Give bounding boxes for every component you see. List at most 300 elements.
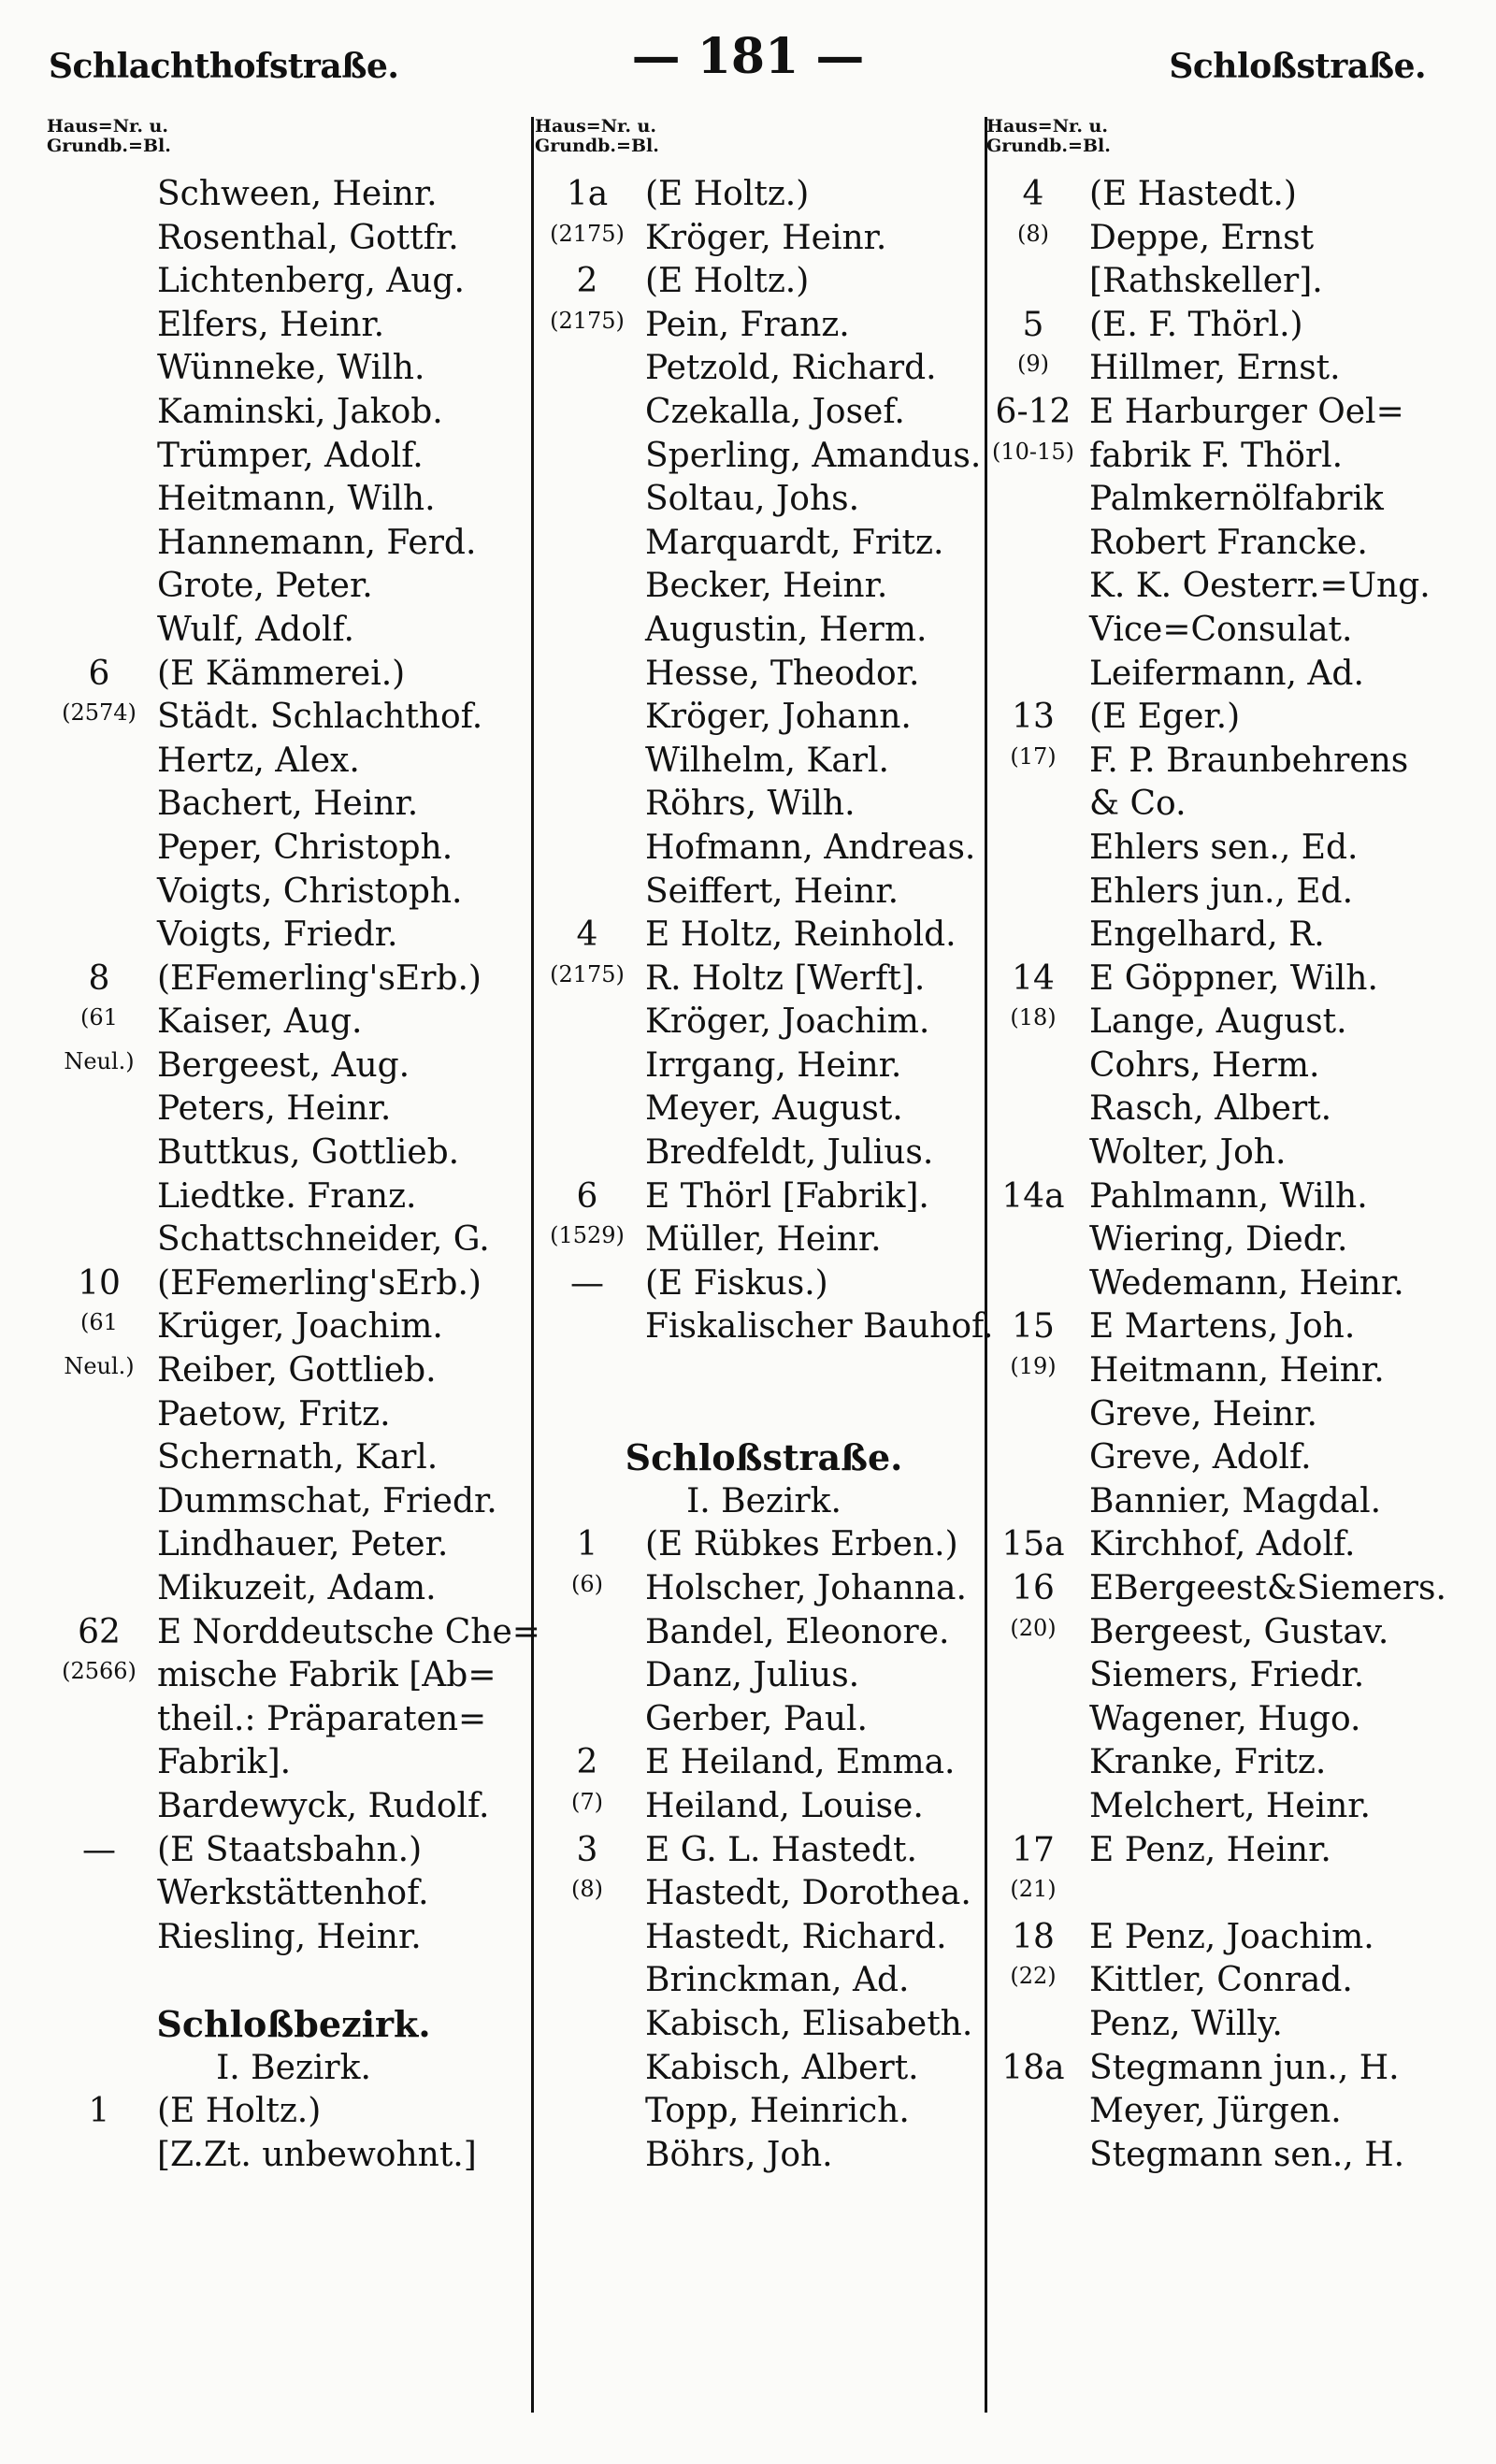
resident-name: (EFemerling'sErb.) <box>157 1263 482 1303</box>
directory-column-1 <box>47 117 540 2436</box>
resident-name: Fiskalischer Bauhof. <box>645 1307 994 1347</box>
house-number: 62 <box>78 1612 121 1651</box>
resident-name: (E Holtz.) <box>645 175 810 213</box>
resident-name: Krüger, Joachim. <box>157 1307 443 1347</box>
directory-entry <box>535 783 993 827</box>
house-number: (2574) <box>62 699 137 727</box>
directory-entry <box>986 435 1473 479</box>
resident-name: Lange, August. <box>1089 1002 1347 1042</box>
resident-name: Leifermann, Ad. <box>1089 654 1364 693</box>
resident-name: Stegmann sen., H. <box>1089 2135 1405 2174</box>
resident-name: Hillmer, Ernst. <box>1089 349 1341 388</box>
resident-name: Sperling, Amandus. <box>645 436 982 475</box>
resident-name: Ehlers sen., Ed. <box>1089 828 1359 867</box>
heading-text: I. Bezirk. <box>216 2048 371 2087</box>
directory-entry <box>47 871 540 915</box>
resident-name: Meyer, August. <box>645 1089 903 1129</box>
resident-name: Bergeest, Gustav. <box>1089 1612 1389 1651</box>
directory-entry <box>986 1088 1473 1131</box>
directory-entry <box>47 260 540 304</box>
directory-entry <box>47 217 540 261</box>
house-number: 14a <box>1001 1176 1065 1216</box>
directory-entry <box>535 1175 993 1219</box>
resident-name: Palmkernölfabrik <box>1089 480 1384 519</box>
house-number: 5 <box>1022 305 1044 344</box>
directory-entry <box>47 347 540 391</box>
resident-name: Mikuzeit, Adam. <box>157 1569 437 1607</box>
resident-name: E Penz, Joachim. <box>1089 1917 1374 1956</box>
running-head <box>0 28 1496 94</box>
house-number: 8 <box>88 958 110 998</box>
resident-name: Melchert, Heinr. <box>1089 1786 1371 1825</box>
resident-name: Vice=Consulat. <box>1089 610 1353 649</box>
resident-name: Reiber, Gottlieb. <box>157 1351 437 1391</box>
directory-entry <box>47 609 540 653</box>
directory-entry <box>535 565 993 609</box>
directory-entry <box>986 871 1473 915</box>
directory-entry <box>535 827 993 871</box>
directory-entry <box>535 1088 993 1131</box>
directory-entry <box>986 958 1473 1001</box>
resident-name: Heitmann, Wilh. <box>157 480 436 519</box>
resident-name: Hofmann, Andreas. <box>645 828 976 867</box>
directory-entry <box>47 1567 540 1611</box>
directory-entry <box>535 1262 993 1306</box>
directory-entry <box>986 1829 1473 1873</box>
directory-entry <box>47 173 540 217</box>
house-number: (22) <box>1010 1963 1057 1990</box>
directory-entry <box>986 1305 1473 1349</box>
directory-entry <box>535 958 993 1001</box>
resident-name: (E Hastedt.) <box>1089 175 1297 213</box>
entry-list <box>47 173 540 2177</box>
house-number: 3 <box>576 1830 598 1869</box>
house-number: (21) <box>1010 1876 1057 1903</box>
directory-entry <box>986 1741 1473 1785</box>
resident-name: (E Staatsbahn.) <box>157 1830 423 1869</box>
house-number: (7) <box>571 1788 603 1815</box>
house-number: (8) <box>1017 220 1049 247</box>
resident-name: E Norddeutsche Che= <box>157 1612 540 1651</box>
resident-name: Penz, Willy. <box>1089 2004 1283 2043</box>
resident-name: Lichtenberg, Aug. <box>157 262 465 301</box>
heading-text: Schloßbezirk. <box>156 2002 431 2045</box>
directory-entry <box>986 1959 1473 2003</box>
resident-name: Greve, Adolf. <box>1089 1438 1312 1477</box>
house-number: 18 <box>1012 1917 1055 1956</box>
directory-entry <box>535 609 993 653</box>
resident-name: EBergeest&Siemers. <box>1089 1569 1446 1607</box>
directory-entry <box>47 2090 540 2134</box>
resident-name: Lindhauer, Peter. <box>157 1525 449 1564</box>
house-number: (19) <box>1010 1353 1057 1380</box>
directory-entry <box>47 1611 540 1655</box>
directory-entry <box>535 1872 993 1916</box>
resident-name: E Penz, Heinr. <box>1089 1830 1331 1869</box>
house-number: 14 <box>1012 958 1055 998</box>
resident-name: Heitmann, Heinr. <box>1089 1351 1385 1391</box>
directory-entry <box>47 783 540 827</box>
resident-name: Voigts, Christoph. <box>157 872 463 911</box>
resident-name: F. P. Braunbehrens <box>1089 741 1409 780</box>
house-number: 6 <box>88 654 110 693</box>
house-number: (2175) <box>550 220 625 247</box>
resident-name: Rosenthal, Gottfr. <box>157 218 459 257</box>
directory-entry <box>47 1262 540 1306</box>
directory-entry <box>47 2134 540 2178</box>
resident-name: & Co. <box>1089 785 1187 824</box>
resident-name: Kröger, Joachim. <box>645 1002 930 1042</box>
section-heading <box>47 2003 540 2047</box>
directory-entry <box>986 696 1473 740</box>
directory-entry <box>986 1131 1473 1175</box>
resident-name: Grote, Peter. <box>157 567 373 606</box>
directory-entry <box>535 1349 993 1393</box>
directory-entry <box>47 1916 540 1960</box>
house-number: 18a <box>1001 2048 1065 2087</box>
directory-entry <box>986 347 1473 391</box>
house-number: (61 <box>80 1309 118 1336</box>
house-number: (20) <box>1010 1614 1057 1641</box>
directory-entry <box>47 522 540 566</box>
resident-name: Danz, Julius. <box>645 1656 860 1695</box>
directory-entry <box>47 1785 540 1829</box>
resident-name: Bredfeldt, Julius. <box>645 1133 934 1173</box>
resident-name: Bandel, Eleonore. <box>645 1612 950 1651</box>
resident-name: Kittler, Conrad. <box>1089 1961 1353 2000</box>
directory-entry <box>47 478 540 522</box>
directory-entry <box>986 914 1473 958</box>
house-number: (61 <box>80 1004 118 1031</box>
resident-name: Czekalla, Josef. <box>645 392 905 431</box>
house-number: 2 <box>576 1743 598 1782</box>
directory-entry <box>47 696 540 740</box>
resident-name: Bergeest, Aug. <box>157 1045 410 1085</box>
resident-name: (E Holtz.) <box>645 262 810 301</box>
resident-name: Böhrs, Joh. <box>645 2135 833 2174</box>
resident-name: Kaiser, Aug. <box>157 1002 363 1042</box>
house-number: 6-12 <box>995 392 1072 431</box>
directory-entry <box>535 871 993 915</box>
directory-entry <box>986 2047 1473 2091</box>
resident-name: Rasch, Albert. <box>1089 1089 1332 1129</box>
resident-name: Ehlers jun., Ed. <box>1089 872 1354 911</box>
resident-name: Wulf, Adolf. <box>157 610 354 649</box>
resident-name: (E Fiskus.) <box>645 1263 828 1303</box>
resident-name: Hannemann, Ferd. <box>157 523 477 562</box>
heading-text: I. Bezirk. <box>686 1481 842 1520</box>
resident-name: Kirchhof, Adolf. <box>1089 1525 1356 1564</box>
directory-entry <box>986 1175 1473 1219</box>
directory-entry <box>535 740 993 784</box>
resident-name: Schattschneider, G. <box>157 1220 490 1260</box>
page-number: — 181 — <box>631 28 865 85</box>
directory-entry <box>986 565 1473 609</box>
entry-list <box>535 173 993 2177</box>
directory-entry <box>535 304 993 348</box>
resident-name: E Holtz, Reinhold. <box>645 915 957 955</box>
resident-name: K. K. Oesterr.=Ung. <box>1089 567 1431 606</box>
resident-name: E Thörl [Fabrik]. <box>645 1176 929 1216</box>
directory-entry <box>535 1785 993 1829</box>
house-number: (1529) <box>550 1222 625 1249</box>
directory-entry <box>535 1916 993 1960</box>
resident-name: Werkstättenhof. <box>157 1874 429 1913</box>
heading-text: Schloßstraße. <box>625 1436 903 1479</box>
resident-name: Irrgang, Heinr. <box>645 1045 902 1085</box>
directory-entry <box>47 1131 540 1175</box>
resident-name: Holscher, Johanna. <box>645 1569 967 1607</box>
resident-name: Petzold, Richard. <box>645 349 937 388</box>
directory-entry <box>535 696 993 740</box>
directory-entry <box>535 653 993 697</box>
resident-name: E G. L. Hastedt. <box>645 1830 917 1869</box>
directory-entry <box>47 827 540 871</box>
directory-entry <box>986 1218 1473 1262</box>
directory-entry <box>47 1088 540 1131</box>
resident-name: mische Fabrik [Ab= <box>157 1656 496 1695</box>
directory-column-2 <box>535 117 993 2436</box>
resident-name: Liedtke. Franz. <box>157 1176 417 1216</box>
house-number: 2 <box>576 262 598 301</box>
directory-entry <box>47 1349 540 1393</box>
directory-entry <box>535 173 993 217</box>
directory-entry <box>535 2134 993 2178</box>
resident-name: Trümper, Adolf. <box>157 436 424 475</box>
house-number: Neul.) <box>64 1353 135 1380</box>
directory-entry <box>986 522 1473 566</box>
directory-entry <box>986 1349 1473 1393</box>
directory-entry <box>535 1218 993 1262</box>
house-number: 4 <box>576 915 598 955</box>
directory-entry <box>986 1523 1473 1567</box>
directory-entry <box>986 2003 1473 2047</box>
resident-name: Siemers, Friedr. <box>1089 1656 1365 1695</box>
house-number: (2566) <box>62 1658 137 1685</box>
directory-entry <box>986 1611 1473 1655</box>
directory-entry <box>986 1436 1473 1480</box>
directory-entry <box>535 1305 993 1349</box>
resident-name: Deppe, Ernst <box>1089 218 1315 257</box>
directory-entry <box>986 173 1473 217</box>
directory-entry <box>47 1654 540 1698</box>
directory-entry <box>986 1785 1473 1829</box>
resident-name: Engelhard, R. <box>1089 915 1325 955</box>
district-heading <box>535 1480 993 1524</box>
directory-entry <box>47 914 540 958</box>
directory-entry <box>535 1611 993 1655</box>
resident-name: Heiland, Louise. <box>645 1786 924 1825</box>
resident-name: Kabisch, Elisabeth. <box>645 2004 973 2043</box>
resident-name: Pahlmann, Wilh. <box>1089 1176 1368 1216</box>
house-number: (2175) <box>550 960 625 987</box>
directory-entry <box>535 2003 993 2047</box>
directory-entry <box>535 1001 993 1045</box>
directory-column-3 <box>986 117 1473 2436</box>
resident-name: [Z.Zt. unbewohnt.] <box>157 2135 477 2174</box>
resident-name: Pein, Franz. <box>645 305 850 344</box>
directory-entry <box>535 2047 993 2091</box>
resident-name: Bardewyck, Rudolf. <box>157 1786 490 1825</box>
running-head-right: Schloßstraße. <box>1169 47 1426 86</box>
column-header: Haus=Nr. u. Grundb.=Bl. <box>535 116 659 156</box>
resident-name: E Harburger Oel= <box>1089 392 1404 431</box>
resident-name: Greve, Heinr. <box>1089 1394 1317 1434</box>
directory-entry <box>535 217 993 261</box>
resident-name: Meyer, Jürgen. <box>1089 2092 1342 2131</box>
directory-entry <box>986 1698 1473 1742</box>
house-number: 1 <box>576 1525 598 1564</box>
resident-name: Hesse, Theodor. <box>645 654 920 693</box>
directory-entry <box>986 391 1473 435</box>
resident-name: E Martens, Joh. <box>1089 1307 1356 1347</box>
directory-entry <box>986 1480 1473 1524</box>
resident-name: Paetow, Fritz. <box>157 1394 391 1434</box>
directory-entry <box>47 1741 540 1785</box>
resident-name: Schween, Heinr. <box>157 175 438 213</box>
directory-entry <box>535 1131 993 1175</box>
resident-name: Fabrik]. <box>157 1743 292 1782</box>
directory-entry <box>535 435 993 479</box>
resident-name: Voigts, Friedr. <box>157 915 398 955</box>
resident-name: Wünneke, Wilh. <box>157 349 425 388</box>
resident-name: Seiffert, Heinr. <box>645 872 899 911</box>
resident-name: Wiering, Diedr. <box>1089 1220 1348 1260</box>
resident-name: (E Holtz.) <box>157 2092 322 2131</box>
directory-entry <box>986 478 1473 522</box>
resident-name: Städt. Schlachthof. <box>157 698 483 737</box>
resident-name: Röhrs, Wilh. <box>645 785 856 824</box>
house-number: (6) <box>571 1571 603 1597</box>
house-number: — <box>570 1263 604 1303</box>
resident-name: R. Holtz [Werft]. <box>645 958 926 998</box>
resident-name: Hertz, Alex. <box>157 741 360 780</box>
directory-entry <box>986 217 1473 261</box>
directory-entry <box>986 740 1473 784</box>
resident-name: Dummschat, Friedr. <box>157 1481 497 1520</box>
resident-name: Bannier, Magdal. <box>1089 1481 1382 1520</box>
house-number: 4 <box>1022 175 1044 213</box>
directory-entry <box>535 1959 993 2003</box>
directory-entry <box>47 435 540 479</box>
directory-entry <box>986 2134 1473 2178</box>
resident-name: Peters, Heinr. <box>157 1089 392 1129</box>
directory-entry <box>986 1567 1473 1611</box>
column-header: Haus=Nr. u. Grundb.=Bl. <box>986 116 1111 156</box>
house-number: (18) <box>1010 1004 1057 1031</box>
house-number: 1a <box>566 175 609 213</box>
resident-name: Wagener, Hugo. <box>1089 1699 1361 1738</box>
resident-name: Stegmann jun., H. <box>1089 2048 1400 2087</box>
directory-entry <box>47 1175 540 1219</box>
directory-entry <box>47 1001 540 1045</box>
resident-name: (E Eger.) <box>1089 698 1241 737</box>
directory-entry <box>535 1829 993 1873</box>
directory-entry <box>535 1045 993 1088</box>
directory-entry <box>47 740 540 784</box>
house-number: 15a <box>1001 1525 1065 1564</box>
house-number: 16 <box>1012 1569 1055 1607</box>
resident-name: Kröger, Johann. <box>645 698 912 737</box>
resident-name: Wolter, Joh. <box>1089 1133 1287 1173</box>
house-number: (2175) <box>550 307 625 334</box>
directory-entry <box>47 653 540 697</box>
resident-name: (E. F. Thörl.) <box>1089 305 1303 344</box>
directory-entry <box>535 347 993 391</box>
column-header: Haus=Nr. u. Grundb.=Bl. <box>47 116 171 156</box>
directory-entry <box>535 478 993 522</box>
directory-entry <box>986 609 1473 653</box>
house-number: 1 <box>88 2092 110 2131</box>
directory-entry <box>986 1262 1473 1306</box>
resident-name: Augustin, Herm. <box>645 610 928 649</box>
house-number: 6 <box>576 1176 598 1216</box>
resident-name: Topp, Heinrich. <box>645 2092 910 2131</box>
directory-entry <box>986 827 1473 871</box>
directory-entry <box>986 1916 1473 1960</box>
resident-name: (E Rübkes Erben.) <box>645 1525 958 1564</box>
resident-name: Kranke, Fritz. <box>1089 1743 1327 1782</box>
directory-entry <box>535 391 993 435</box>
directory-entry <box>47 1959 540 2003</box>
resident-name: Becker, Heinr. <box>645 567 888 606</box>
directory-entry <box>535 1523 993 1567</box>
directory-entry <box>47 958 540 1001</box>
directory-entry <box>986 1001 1473 1045</box>
house-number: (8) <box>571 1876 603 1903</box>
house-number: 13 <box>1012 698 1055 737</box>
resident-name: Wilhelm, Karl. <box>645 741 889 780</box>
directory-entry <box>535 1654 993 1698</box>
resident-name: Schernath, Karl. <box>157 1438 439 1477</box>
entry-list <box>986 173 1473 2177</box>
resident-name: Cohrs, Herm. <box>1089 1045 1320 1085</box>
house-number: — <box>82 1830 116 1869</box>
directory-entry <box>535 2090 993 2134</box>
directory-entry <box>535 260 993 304</box>
resident-name: [Rathskeller]. <box>1089 262 1323 301</box>
directory-entry <box>535 1698 993 1742</box>
directory-entry <box>47 1698 540 1742</box>
resident-name: Bachert, Heinr. <box>157 785 419 824</box>
resident-name: Brinckman, Ad. <box>645 1961 910 2000</box>
house-number: (10-15) <box>992 438 1074 465</box>
directory-entry <box>47 1436 540 1480</box>
district-heading <box>47 2047 540 2091</box>
house-number: (17) <box>1010 742 1057 770</box>
directory-entry <box>986 1872 1473 1916</box>
resident-name: Gerber, Paul. <box>645 1699 868 1738</box>
directory-entry <box>47 1218 540 1262</box>
directory-entry <box>986 1654 1473 1698</box>
resident-name: Peper, Christoph. <box>157 828 453 867</box>
directory-entry <box>535 914 993 958</box>
directory-entry <box>986 783 1473 827</box>
resident-name: Kabisch, Albert. <box>645 2048 919 2087</box>
house-number: Neul.) <box>64 1047 135 1074</box>
directory-entry <box>986 260 1473 304</box>
directory-entry <box>535 1567 993 1611</box>
running-head-left: Schlachthofstraße. <box>49 47 399 86</box>
resident-name: Robert Francke. <box>1089 523 1368 562</box>
directory-entry <box>986 304 1473 348</box>
directory-entry <box>47 1393 540 1437</box>
section-heading <box>535 1436 993 1480</box>
directory-entry <box>986 2090 1473 2134</box>
resident-name: Soltau, Johs. <box>645 480 860 519</box>
resident-name: E Heiland, Emma. <box>645 1743 956 1782</box>
directory-entry <box>47 1305 540 1349</box>
